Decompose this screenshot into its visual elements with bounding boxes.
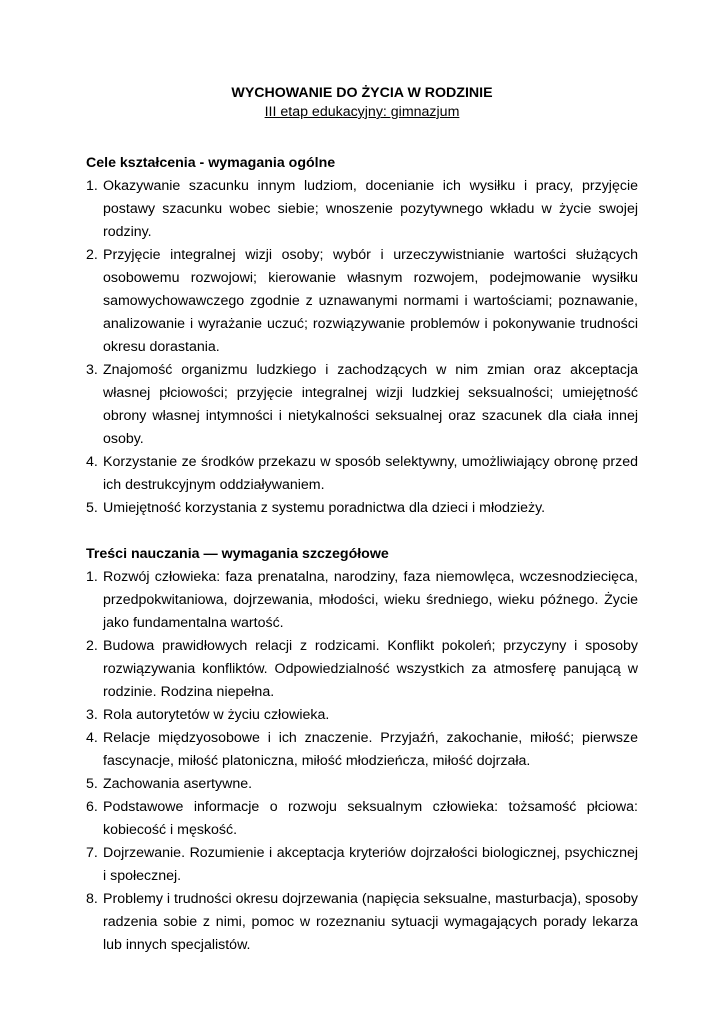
list-item xyxy=(86,244,638,359)
list-item-text: Podstawowe informacje o rozwoju seksualnym człowieka: tożsamość płciowa: kobiecość i męskość. xyxy=(103,799,638,838)
list-item-text: Umiejętność korzystania z systemu poradnictwa dla dzieci i młodzieży. xyxy=(103,500,546,516)
list-item-number: 1. xyxy=(86,569,98,585)
list-item xyxy=(86,888,638,957)
list-item-number: 4. xyxy=(86,730,98,746)
list-item xyxy=(86,175,638,244)
list-item-text: Okazywanie szacunku innym ludziom, docenianie ich wysiłku i pracy, przyjęcie postawy szacunku wobec siebie; wnoszenie pozytywnego wkładu w życie swojej rodziny. xyxy=(103,178,638,240)
list-item xyxy=(86,773,638,796)
list-item-number: 5. xyxy=(86,776,98,792)
list-item xyxy=(86,451,638,497)
detailed-content-list xyxy=(86,566,638,957)
list-item-text: Korzystanie ze środków przekazu w sposób selektywny, umożliwiający obronę przed ich destrukcyjnym oddziaływaniem. xyxy=(103,454,638,493)
list-item xyxy=(86,842,638,888)
list-item-number: 8. xyxy=(86,891,98,907)
list-item xyxy=(86,359,638,451)
document-title: WYCHOWANIE DO ŻYCIA W RODZINIE xyxy=(231,85,493,101)
list-item-text: Problemy i trudności okresu dojrzewania (napięcia seksualne, masturbacja), sposoby radzenia sobie z nimi, pomoc w rozeznaniu sytuacji wymagających porady lekarza lub innych specjalistów. xyxy=(103,891,638,953)
list-item-text: Relacje międzyosobowe i ich znaczenie. Przyjaźń, zakochanie, miłość; pierwsze fascynacje, miłość platoniczna, miłość młodzieńcza, miłość dojrzała. xyxy=(103,730,638,769)
list-item-number: 3. xyxy=(86,707,98,723)
list-item-text: Rozwój człowieka: faza prenatalna, narodziny, faza niemowlęca, wczesnodziecięca, przedpokwitaniowa, dojrzewania, młodości, wieku średniego, wieku późnego. Życie jako fundamentalna wartość. xyxy=(103,569,638,631)
list-item xyxy=(86,497,638,520)
list-item-number: 2. xyxy=(86,247,98,263)
list-item-number: 4. xyxy=(86,454,98,470)
list-item xyxy=(86,635,638,704)
list-item xyxy=(86,566,638,635)
list-item xyxy=(86,796,638,842)
section-heading-general-goals: Cele kształcenia - wymagania ogólne xyxy=(86,155,336,171)
list-item xyxy=(86,704,638,727)
list-item-text: Znajomość organizmu ludzkiego i zachodzących w nim zmian oraz akceptacja własnej płciowości; przyjęcie integralnej wizji ludzkiej seksualności; umiejętność obrony własnej intymności i nietykalności seksualnej oraz szacunek dla ciała innej osoby. xyxy=(103,362,638,447)
list-item-text: Dojrzewanie. Rozumienie i akceptacja kryteriów dojrzałości biologicznej, psychicznej i społecznej. xyxy=(103,845,638,884)
list-item-text: Rola autorytetów w życiu człowieka. xyxy=(103,707,330,723)
list-item-text: Zachowania asertywne. xyxy=(103,776,253,792)
list-item-number: 3. xyxy=(86,362,98,378)
list-item-text: Budowa prawidłowych relacji z rodzicami. Konflikt pokoleń; przyczyny i sposoby rozwiązywania konfliktów. Odpowiedzialność wszystkich za atmosferę panującą w rodzinie. Rodzina niepełna. xyxy=(103,638,638,700)
section-heading-detailed-content: Treści nauczania — wymagania szczegółowe xyxy=(86,546,389,562)
list-item-number: 7. xyxy=(86,845,98,861)
document-subtitle: III etap edukacyjny: gimnazjum xyxy=(264,104,460,120)
general-goals-list xyxy=(86,175,638,520)
list-item xyxy=(86,727,638,773)
list-item-number: 5. xyxy=(86,500,98,516)
list-item-text: Przyjęcie integralnej wizji osoby; wybór i urzeczywistnianie wartości służących osobowemu rozwojowi; kierowanie własnym rozwojem, podejmowanie wysiłku samowychowawczego zgodnie z uznawanymi normami i wartościami; poznawanie, analizowanie i wyrażanie uczuć; rozwiązywanie problemów i pokonywanie trudności okresu dorastania. xyxy=(103,247,638,355)
list-item-number: 1. xyxy=(86,178,98,194)
list-item-number: 6. xyxy=(86,799,98,815)
list-item-number: 2. xyxy=(86,638,98,654)
